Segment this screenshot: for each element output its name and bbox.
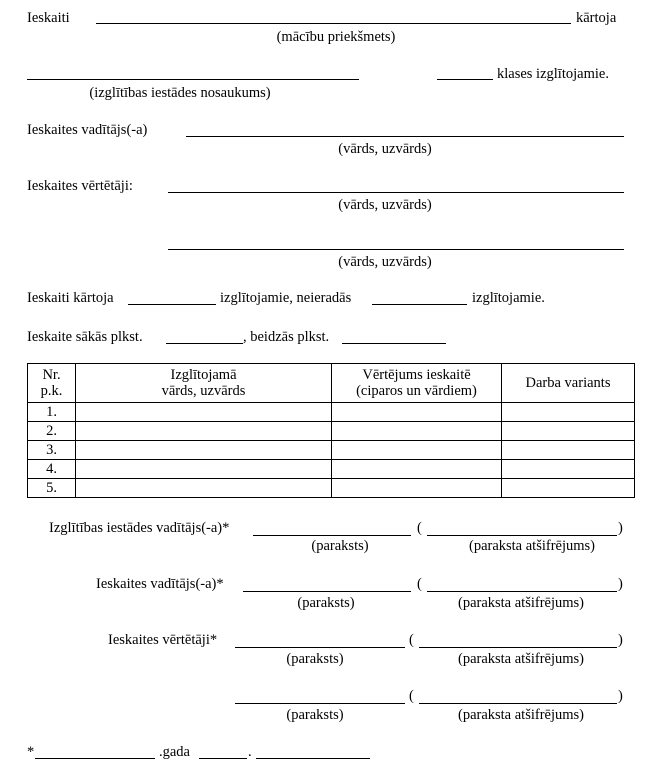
evaluator-1-signature-line[interactable] [235, 647, 405, 648]
signature-caption: (paraksts) [297, 595, 355, 611]
grade-cell[interactable] [332, 479, 502, 498]
close-paren: ) [618, 632, 623, 648]
attendance-text-3: izglītojamie. [472, 290, 545, 306]
evaluator-2-decoding-line[interactable] [419, 703, 617, 704]
institution-line[interactable] [27, 79, 359, 80]
exam-suffix: kārtoja [576, 10, 617, 26]
close-paren: ) [618, 520, 623, 536]
start-time-line[interactable] [166, 343, 243, 344]
variant-cell[interactable] [502, 422, 635, 441]
evaluator-caption-2: (vārds, uzvārds) [338, 254, 432, 270]
leader-label: Ieskaites vadītājs(-a) [27, 122, 148, 138]
header-nr: Nr. p.k. [28, 364, 76, 403]
table-header-row [28, 364, 635, 403]
variant-cell[interactable] [502, 441, 635, 460]
evaluators-sign-label: Ieskaites vērtētāji* [108, 632, 218, 648]
close-paren: ) [618, 688, 623, 704]
variant-cell[interactable] [502, 460, 635, 479]
row-number: 5. [28, 479, 76, 498]
grade-cell[interactable] [332, 403, 502, 422]
decoding-caption: (paraksta atšifrējums) [457, 595, 585, 611]
evaluators-label: Ieskaites vērtētāji: [27, 178, 133, 194]
subject-caption: (mācību priekšmets) [276, 29, 396, 45]
date-dot: . [248, 744, 252, 760]
decoding-caption: (paraksta atšifrējums) [457, 651, 585, 667]
end-time-line[interactable] [342, 343, 446, 344]
exam-label: Ieskaiti [27, 10, 70, 26]
footnote-asterisk: * [27, 744, 35, 760]
class-suffix: klases izglītojamie. [497, 66, 609, 82]
exam-leader-sign-label: Ieskaites vadītājs(-a)* [96, 576, 224, 592]
results-table [27, 363, 635, 498]
timing-text-1: Ieskaite sākās plkst. [27, 329, 143, 345]
header-student: Izglītojamā vārds, uzvārds [76, 364, 332, 403]
decoding-caption: (paraksta atšifrējums) [468, 538, 596, 554]
evaluator-caption-1: (vārds, uzvārds) [338, 197, 432, 213]
student-cell[interactable] [76, 422, 332, 441]
row-number: 1. [28, 403, 76, 422]
grade-cell[interactable] [332, 460, 502, 479]
table-row [28, 403, 635, 422]
open-paren: ( [409, 688, 414, 704]
student-cell[interactable] [76, 403, 332, 422]
signature-caption: (paraksts) [311, 538, 369, 554]
attendance-text-2: izglītojamie, neieradās [220, 290, 352, 306]
row-number: 4. [28, 460, 76, 479]
signature-caption: (paraksts) [286, 651, 344, 667]
student-cell[interactable] [76, 479, 332, 498]
open-paren: ( [409, 632, 414, 648]
open-paren: ( [417, 520, 422, 536]
evaluator-line-2[interactable] [168, 249, 624, 250]
exam-leader-signature-line[interactable] [243, 591, 411, 592]
table-row [28, 460, 635, 479]
decoding-caption: (paraksta atšifrējums) [457, 707, 585, 723]
student-cell[interactable] [76, 460, 332, 479]
year-text: .gada [159, 744, 190, 760]
header-grade: Vērtējums ieskaitē (ciparos un vārdiem) [332, 364, 502, 403]
class-line[interactable] [437, 79, 493, 80]
exam-leader-decoding-line[interactable] [427, 591, 617, 592]
day-line[interactable] [199, 758, 247, 759]
subject-line[interactable] [96, 23, 571, 24]
institution-head-label: Izglītības iestādes vadītājs(-a)* [49, 520, 230, 536]
leader-caption: (vārds, uzvārds) [338, 141, 432, 157]
attended-count-line[interactable] [128, 304, 216, 305]
close-paren: ) [618, 576, 623, 592]
evaluator-2-signature-line[interactable] [235, 703, 405, 704]
table-row [28, 422, 635, 441]
header-variant: Darba variants [502, 364, 635, 403]
institution-caption: (izglītības iestādes nosaukums) [89, 85, 271, 101]
variant-cell[interactable] [502, 403, 635, 422]
row-number: 3. [28, 441, 76, 460]
table-row [28, 479, 635, 498]
row-number: 2. [28, 422, 76, 441]
absent-count-line[interactable] [372, 304, 467, 305]
attendance-text-1: Ieskaiti kārtoja [27, 290, 114, 306]
grade-cell[interactable] [332, 441, 502, 460]
grade-cell[interactable] [332, 422, 502, 441]
year-line[interactable] [35, 758, 155, 759]
open-paren: ( [417, 576, 422, 592]
evaluator-line-1[interactable] [168, 192, 624, 193]
variant-cell[interactable] [502, 479, 635, 498]
student-cell[interactable] [76, 441, 332, 460]
table-row [28, 441, 635, 460]
institution-head-signature-line[interactable] [253, 535, 411, 536]
month-line[interactable] [256, 758, 370, 759]
leader-line[interactable] [186, 136, 624, 137]
timing-text-2: , beidzās plkst. [243, 329, 330, 345]
evaluator-1-decoding-line[interactable] [419, 647, 617, 648]
signature-caption: (paraksts) [286, 707, 344, 723]
institution-head-decoding-line[interactable] [427, 535, 617, 536]
